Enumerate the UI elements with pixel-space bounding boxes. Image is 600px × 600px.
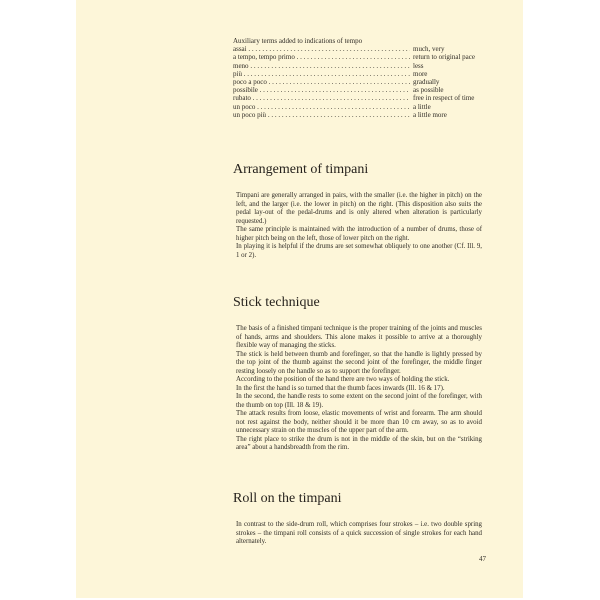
paragraph: The basis of a finished timpani technique is the proper training of the joints and muscles of hands, arms and shoulders. This alone makes it possible to arrive at a thoroughly flexible way of managing the sticks. xyxy=(236,325,482,349)
paragraph: The attack results from loose, elastic movements of wrist and forearm. The arm should not rest against the body, neither should it be more than 10 cm away, so as to avoid unnecessary strain on the muscles of the upper part of the arm. xyxy=(236,410,482,434)
meaning: a little xyxy=(413,102,431,111)
paragraph: Timpani are generally arranged in pairs, with the smaller (i.e. the higher in pitch) on the left, and the larger (i.e. the lower in pitch) on the right. (This disposition also suits the pedal lay-out of the pedal-drums and is only altered when alteration is particularly requested.) xyxy=(236,192,482,225)
page-number: 47 xyxy=(479,555,486,563)
section-body-roll xyxy=(236,521,482,547)
term-row xyxy=(233,45,483,53)
term: rubato . . . xyxy=(233,94,410,102)
meaning: gradually xyxy=(413,77,440,86)
term-row xyxy=(233,86,483,94)
term-row xyxy=(233,103,483,111)
term: meno . . . xyxy=(233,62,410,70)
section-heading-roll: Roll on the timpani xyxy=(233,491,342,506)
meaning: free in respect of time xyxy=(413,94,475,103)
meaning: as possible xyxy=(413,86,444,95)
term: a tempo, tempo primo . . . xyxy=(233,53,410,61)
meaning: a little more xyxy=(413,110,447,119)
section-body-arrangement xyxy=(236,192,482,260)
paragraph: In the second, the handle rests to some extent on the second joint of the forefinger, with the thumb on top (Ill. 18 & 19). xyxy=(236,393,482,409)
section-heading-arrangement: Arrangement of timpani xyxy=(233,162,369,177)
term: più . . . xyxy=(233,70,410,78)
paragraph: The right place to strike the drum is not in the middle of the skin, but on the “striking area” about a handsbreadth from the rim. xyxy=(236,435,482,451)
book-page xyxy=(76,0,523,598)
term-row xyxy=(233,53,483,61)
paragraph: In the first the hand is so turned that the thumb faces inwards (Ill. 16 & 17). xyxy=(236,384,445,392)
paragraph: The same principle is maintained with the introduction of a number of drums, those of higher pitch being on the left, those of lower pitch on the right. xyxy=(236,226,482,242)
term-row xyxy=(233,94,483,102)
paragraph: According to the position of the hand there are two ways of holding the stick. xyxy=(236,376,450,383)
tempo-terms-caption: Auxiliary terms added to indications of tempo xyxy=(233,37,363,45)
meaning: much, very xyxy=(413,45,445,54)
meaning: more xyxy=(413,69,428,78)
term-row xyxy=(233,70,483,78)
term-row xyxy=(233,62,483,70)
paragraph: The stick is held between thumb and forefinger, so that the handle is lightly pressed by the top joint of the thumb against the second joint of the forefinger, the middle finger resting loosely on the handle so as to support the forefinger. xyxy=(236,350,482,375)
term: un poco più . . . xyxy=(233,111,410,119)
section-body-stick-technique xyxy=(236,325,482,453)
term: poco a poco . . . xyxy=(233,78,410,86)
term: un poco . . . xyxy=(233,103,410,111)
term: assai . . . xyxy=(233,45,410,53)
term: possibile . . . xyxy=(233,86,410,94)
tempo-terms-list xyxy=(233,37,483,119)
section-heading-stick-technique: Stick technique xyxy=(233,295,320,310)
paragraph: In playing it is helpful if the drums are set somewhat obliquely to one another (Cf. Ill. 9, 1 or 2). xyxy=(236,243,482,259)
meaning: return to original pace xyxy=(413,53,476,62)
term-row xyxy=(233,78,483,86)
paragraph: In contrast to the side-drum roll, which comprises four strokes – i.e. two double spring strokes – the timpani roll consists of a quick succession of single strokes for each hand alternately. xyxy=(236,521,482,545)
meaning: less xyxy=(413,61,424,70)
term-row xyxy=(233,111,483,119)
